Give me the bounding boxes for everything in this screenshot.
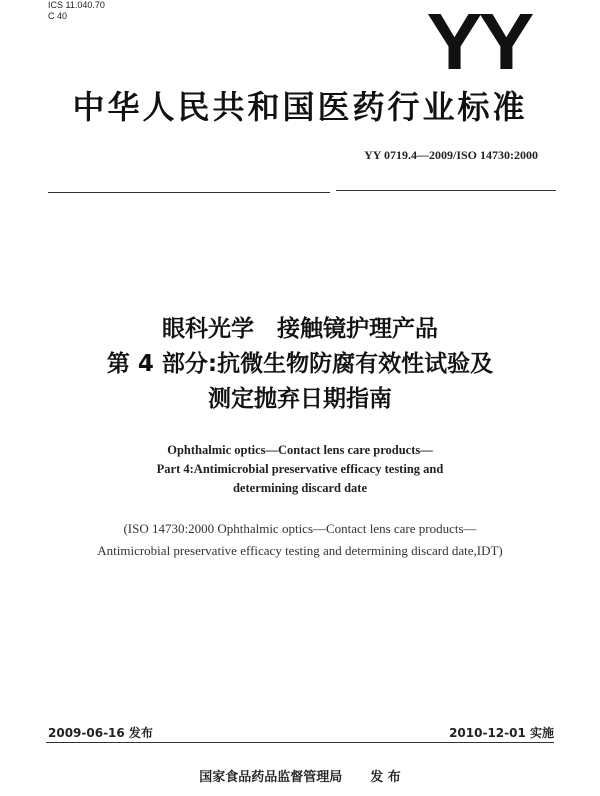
chinese-title-line-1: 眼科光学 接触镜护理产品 [162, 316, 438, 342]
chinese-title-line-2: 第 4 部分:抗微生物防腐有效性试验及 [106, 351, 494, 377]
iso-equivalence-note [0, 518, 600, 562]
chinese-title-line-3: 测定抛弃日期指南 [208, 386, 392, 412]
publisher-verb: 发 布 [370, 770, 401, 785]
yy-logo: YY [426, 0, 531, 86]
standard-title: 中华人民共和国医药行业标准 [72, 88, 528, 126]
ics-code: ICS 11.040.70 [48, 0, 105, 10]
english-title [0, 441, 600, 498]
standard-number: YY 0719.4—2009/ISO 14730:2000 [364, 148, 538, 162]
issue-date: 2009-06-16 发布 [48, 726, 153, 740]
publisher-name: 国家食品药品监督管理局 [199, 770, 343, 785]
english-title-line-1: Ophthalmic optics—Contact lens care products— [167, 443, 433, 457]
english-title-line-2: Part 4:Antimicrobial preservative efficacy testing and [156, 462, 444, 476]
implementation-date: 2010-12-01 实施 [449, 726, 554, 740]
header-divider-left [48, 192, 330, 193]
iso-note-line-2: Antimicrobial preservative efficacy testing and determining discard date,IDT) [97, 543, 503, 558]
publisher [0, 766, 600, 785]
ics-classification [48, 0, 105, 22]
footer-divider [46, 742, 554, 743]
ccs-code: C 40 [48, 11, 68, 21]
header-divider-right [336, 190, 556, 191]
chinese-title [0, 312, 600, 417]
english-title-line-3: determining discard date [232, 481, 368, 495]
iso-note-line-1: (ISO 14730:2000 Ophthalmic optics—Contact lens care products— [123, 521, 477, 536]
